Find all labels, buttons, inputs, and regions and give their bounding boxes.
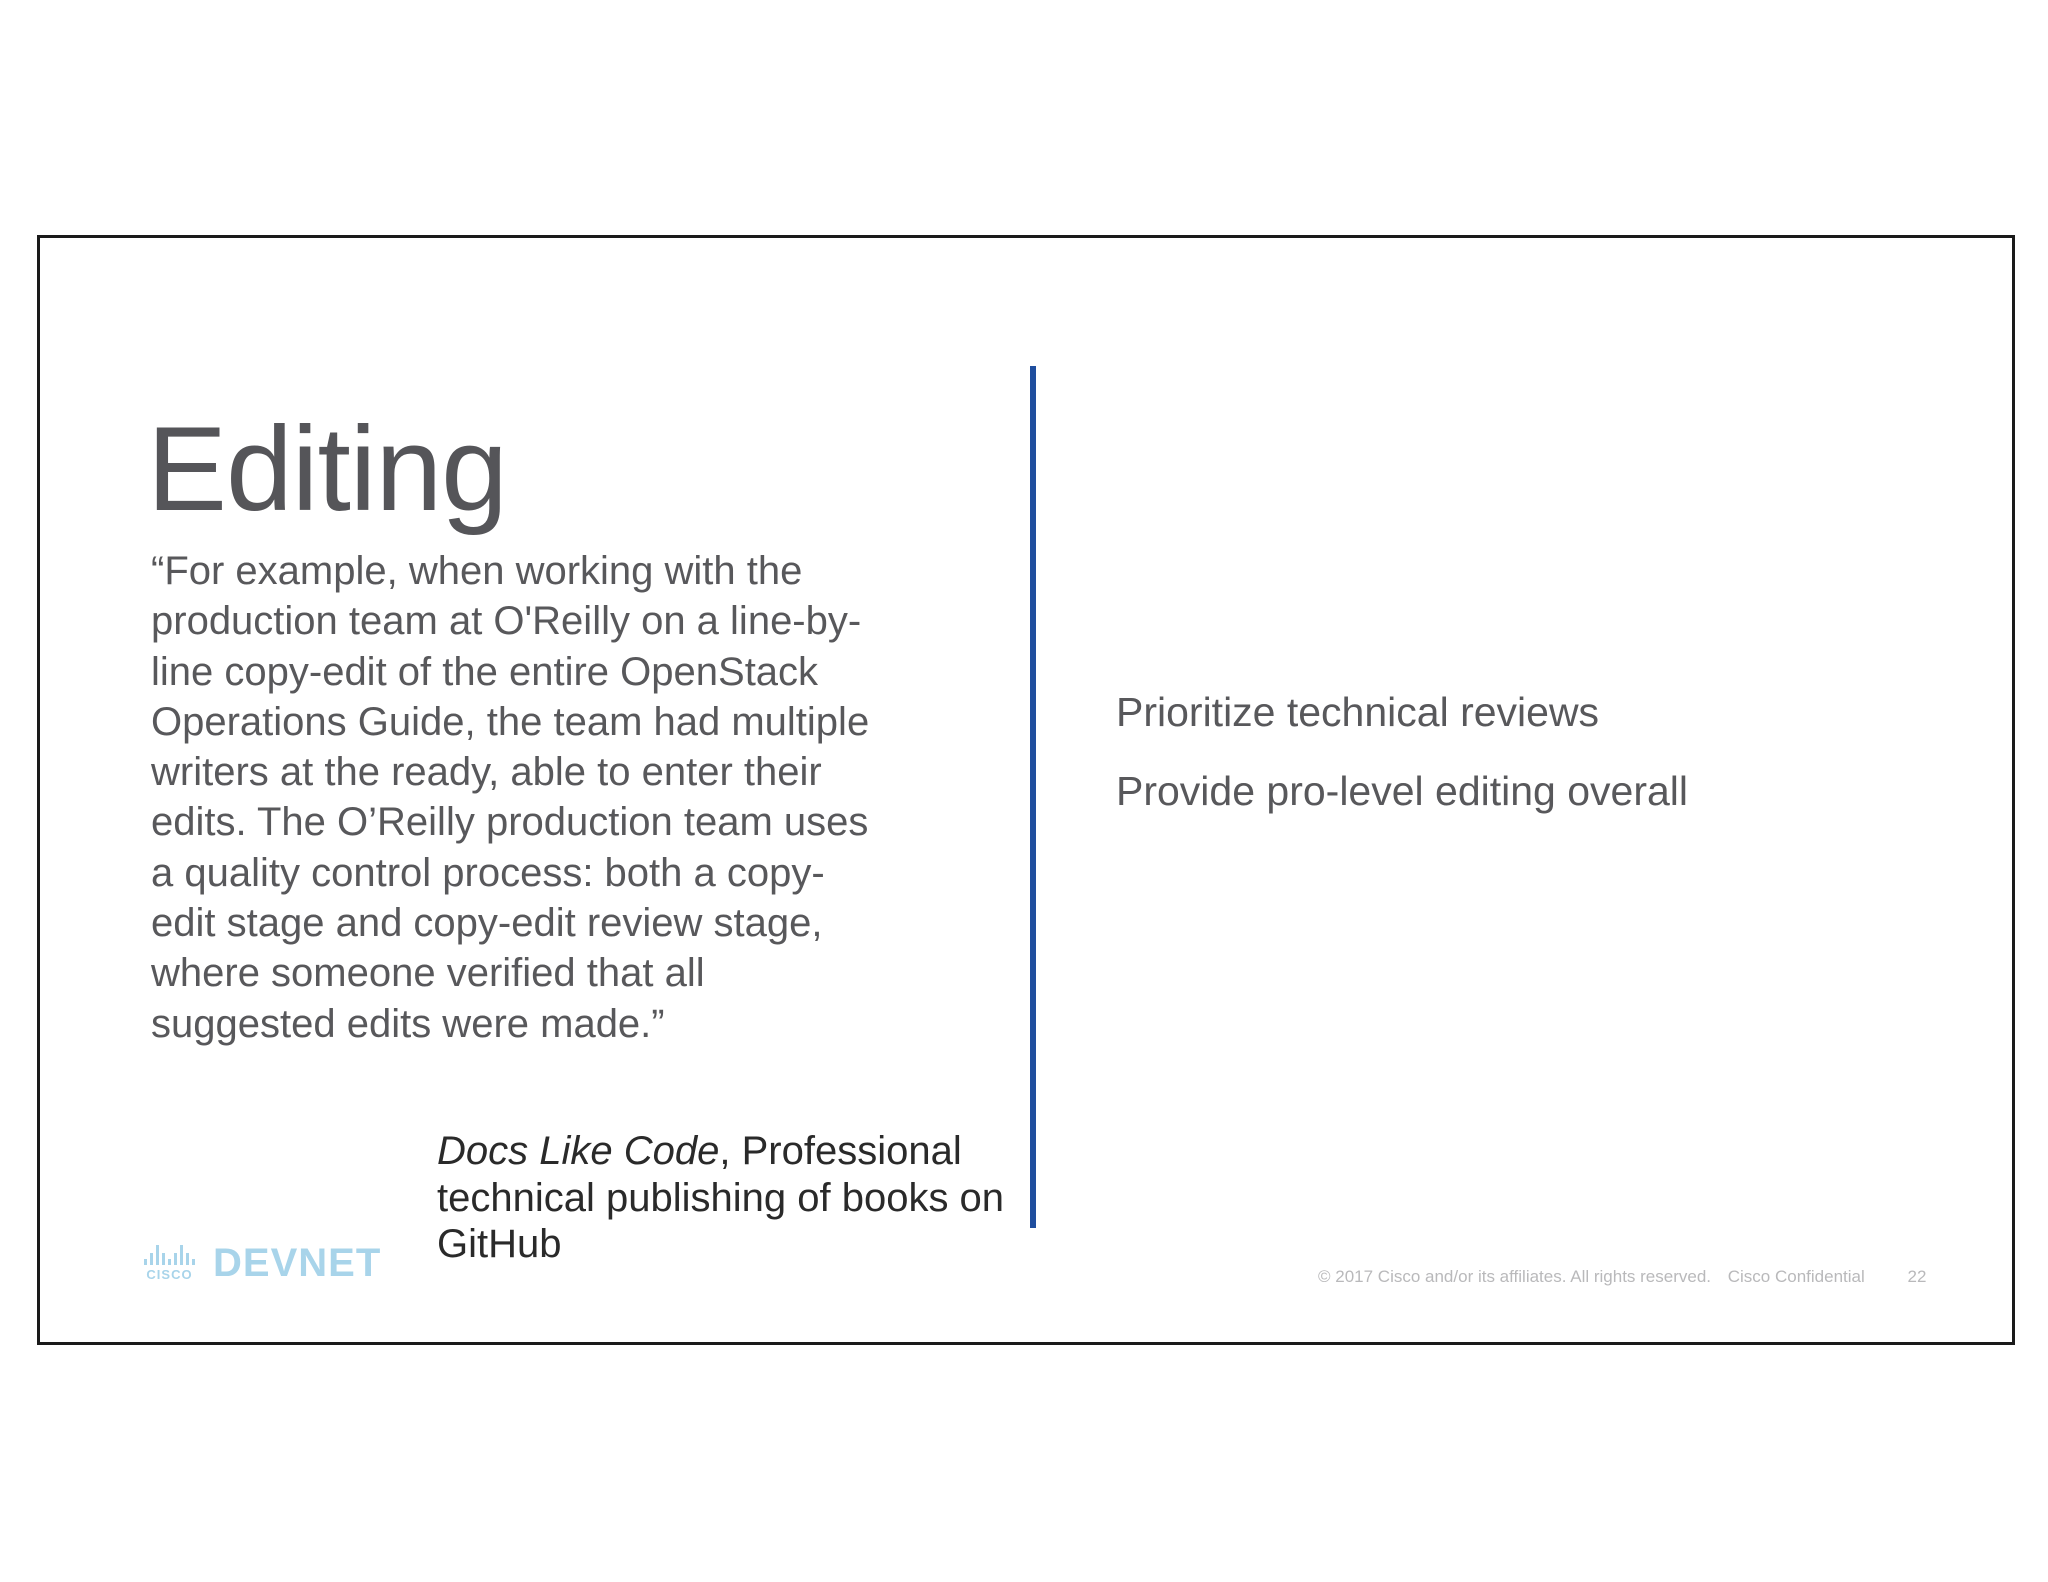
cisco-logo-icon	[144, 1245, 195, 1282]
bullet-item: Prioritize technical reviews	[1116, 689, 1600, 735]
quote-text: “For example, when working with the production team at O'Reilly on a line-by-line copy-edit of the entire OpenStack Operations Guide, the team had multiple writers at the ready, able to enter their edits. The O’Reilly production team uses a quality control process: both a copy-edit stage and copy-edit review stage, where someone verified that all suggested edits were made.”	[151, 549, 870, 1046]
slide-title: Editing	[147, 402, 507, 536]
devnet-word: DEVNET	[213, 1240, 382, 1285]
citation-book-title: Docs Like Code	[437, 1129, 720, 1173]
confidential-label: Cisco Confidential	[1727, 1267, 1865, 1286]
slide-footer	[1318, 1267, 1926, 1287]
cisco-word: CISCO	[146, 1266, 193, 1282]
page-number: 22	[1907, 1267, 1927, 1286]
bullet-item: Provide pro-level editing overall	[1116, 768, 1689, 814]
copyright-text: © 2017 Cisco and/or its affiliates. All rights reserved.	[1318, 1267, 1712, 1286]
vertical-divider	[1030, 366, 1036, 1228]
citation	[437, 1128, 1037, 1268]
citation-description: , Professional technical publishing of books on GitHub	[437, 1129, 1005, 1266]
cisco-devnet-logo	[144, 1240, 381, 1286]
bullet-list	[1116, 686, 1688, 844]
